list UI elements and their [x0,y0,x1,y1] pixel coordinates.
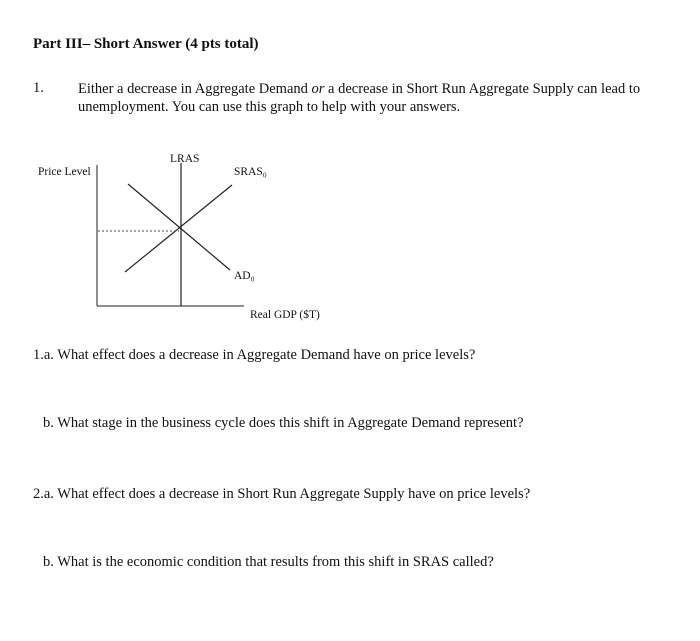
lras-label: LRAS [170,153,200,165]
question-1-line-1-start: Either a decrease in Aggregate Demand [78,81,312,97]
question-1-line-1-end: a decrease in Short Run Aggregate Supply can lead to [324,81,641,97]
ad-label: AD₀ [234,270,255,282]
question-1b: b. What stage in the business cycle does this shift in Aggregate Demand represent? [43,415,524,431]
question-2a: 2.a. What effect does a decrease in Short Run Aggregate Supply have on price levels? [33,486,531,502]
question-1-line-2: unemployment. You can use this graph to help with your answers. [78,99,461,115]
sras-curve [125,185,232,272]
sras-label: SRAS₀ [234,166,267,178]
question-number: 1. [33,80,44,96]
question-1a: 1.a. What effect does a decrease in Aggregate Demand have on price levels? [33,347,476,363]
y-axis-label: Price Level [38,166,91,178]
x-axis-label: Real GDP ($T) [250,309,320,321]
question-2b: b. What is the economic condition that results from this shift in SRAS called? [43,554,494,570]
question-1-or-emphasis: or [311,81,325,97]
part-title: Part III– Short Answer (4 pts total) [33,36,259,52]
